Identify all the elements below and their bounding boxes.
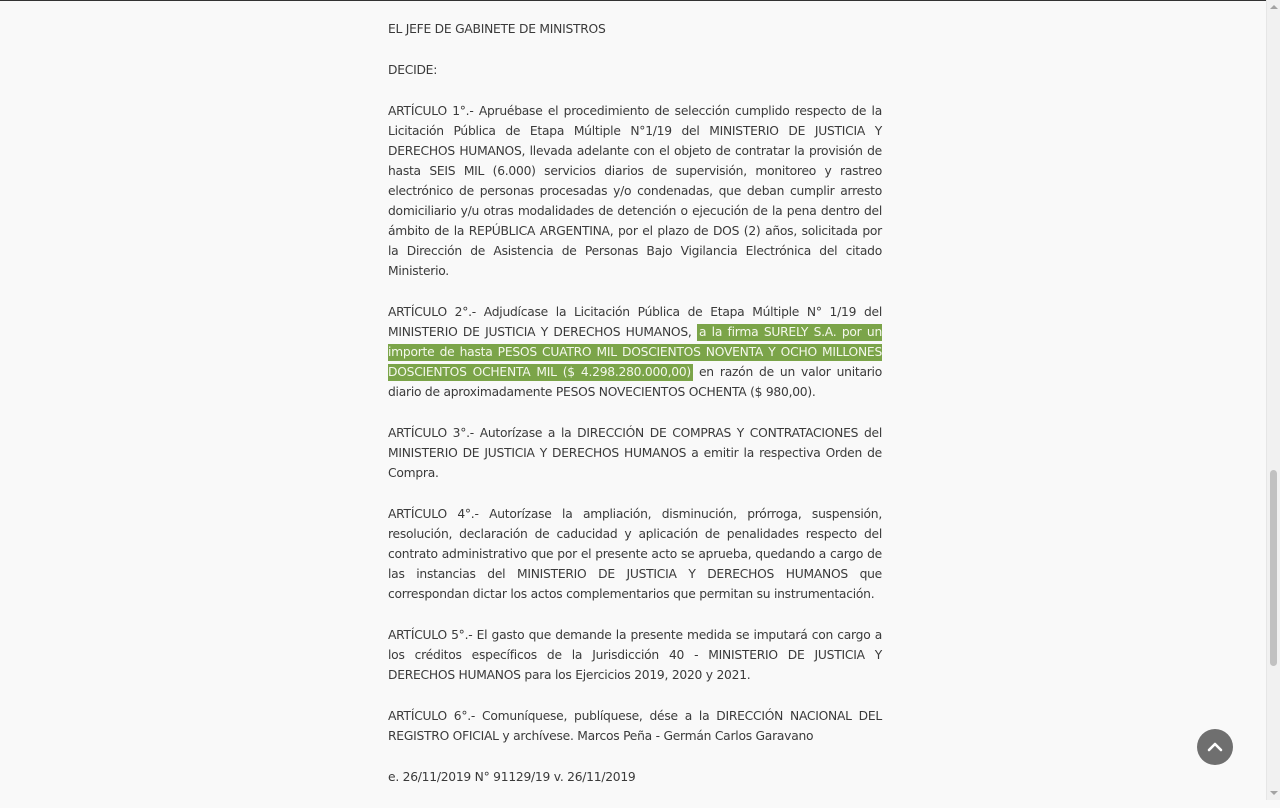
decide-heading: DECIDE:	[388, 63, 438, 77]
article-3: ARTÍCULO 3°.- Autorízase a la DIRECCIÓN DE COMPRAS Y CONTRATACIONES del MINISTERIO DE JUSTICIA Y DERECHOS HUMANOS a emitir la respectiva Orden de Compra.	[388, 426, 882, 480]
article-2-text-after: en razón de un valor unitario diario de aproximadamente PESOS NOVECIENTOS OCHENTA ($ 980,00).	[388, 365, 882, 399]
highlighted-selection[interactable]: a la firma SURELY S.A. por un importe de hasta PESOS CUATRO MIL DOSCIENTOS NOVENTA Y OCHO MILLONES DOSCIENTOS OCHENTA MIL ($ 4.298.280.000,00)	[388, 325, 882, 379]
back-to-top-button[interactable]	[1197, 729, 1233, 765]
article-4: ARTÍCULO 4°.- Autorízase la ampliación, disminución, prórroga, suspensión, resolución, declaración de caducidad y aplicación de penalidades respecto del contrato administrativo que por el presente acto se aprueba, quedando a cargo de las instancias del MINISTERIO DE JUSTICIA Y DERECHOS HUMANOS que correspondan dictar los actos complementarios que permitan su instrumentación.	[388, 507, 882, 601]
vertical-scrollbar[interactable]	[1266, 0, 1280, 800]
scrollbar-thumb[interactable]	[1270, 470, 1277, 666]
scroll-up-arrow-icon[interactable]	[1270, 5, 1278, 9]
article-6: ARTÍCULO 6°.- Comuníquese, publíquese, dése a la DIRECCIÓN NACIONAL DEL REGISTRO OFICIAL y archívese. Marcos Peña - Germán Carlos Garavano	[388, 709, 882, 743]
article-5: ARTÍCULO 5°.- El gasto que demande la presente medida se imputará con cargo a los créditos específicos de la Jurisdicción 40 - MINISTERIO DE JUSTICIA Y DERECHOS HUMANOS para los Ejercicios 2019, 2020 y 2021.	[388, 628, 882, 682]
publication-reference: e. 26/11/2019 N° 91129/19 v. 26/11/2019	[388, 770, 636, 784]
article-2-text-before: ARTÍCULO 2°.- Adjudícase la Licitación Pública de Etapa Múltiple N° 1/19 del MINISTERIO DE JUSTICIA Y DERECHOS HUMANOS,	[388, 305, 882, 339]
top-divider	[0, 0, 1266, 1]
chevron-up-icon	[1207, 740, 1223, 754]
signatory-heading: EL JEFE DE GABINETE DE MINISTROS	[388, 22, 606, 36]
article-2	[388, 302, 882, 402]
scroll-down-arrow-icon[interactable]	[1270, 791, 1278, 795]
article-1: ARTÍCULO 1°.- Apruébase el procedimiento de selección cumplido respecto de la Licitación Pública de Etapa Múltiple N°1/19 del MINISTERIO DE JUSTICIA Y DERECHOS HUMANOS, llevada adelante con el objeto de contratar la provisión de hasta SEIS MIL (6.000) servicios diarios de supervisión, monitoreo y rastreo electrónico de personas procesadas y/o condenadas, que deban cumplir arresto domiciliario y/u otras modalidades de detención o ejecución de la pena dentro del ámbito de la REPÚBLICA ARGENTINA, por el plazo de DOS (2) años, solicitada por la Dirección de Asistencia de Personas Bajo Vigilancia Electrónica del citado Ministerio.	[388, 104, 882, 278]
decree-body	[388, 19, 882, 808]
